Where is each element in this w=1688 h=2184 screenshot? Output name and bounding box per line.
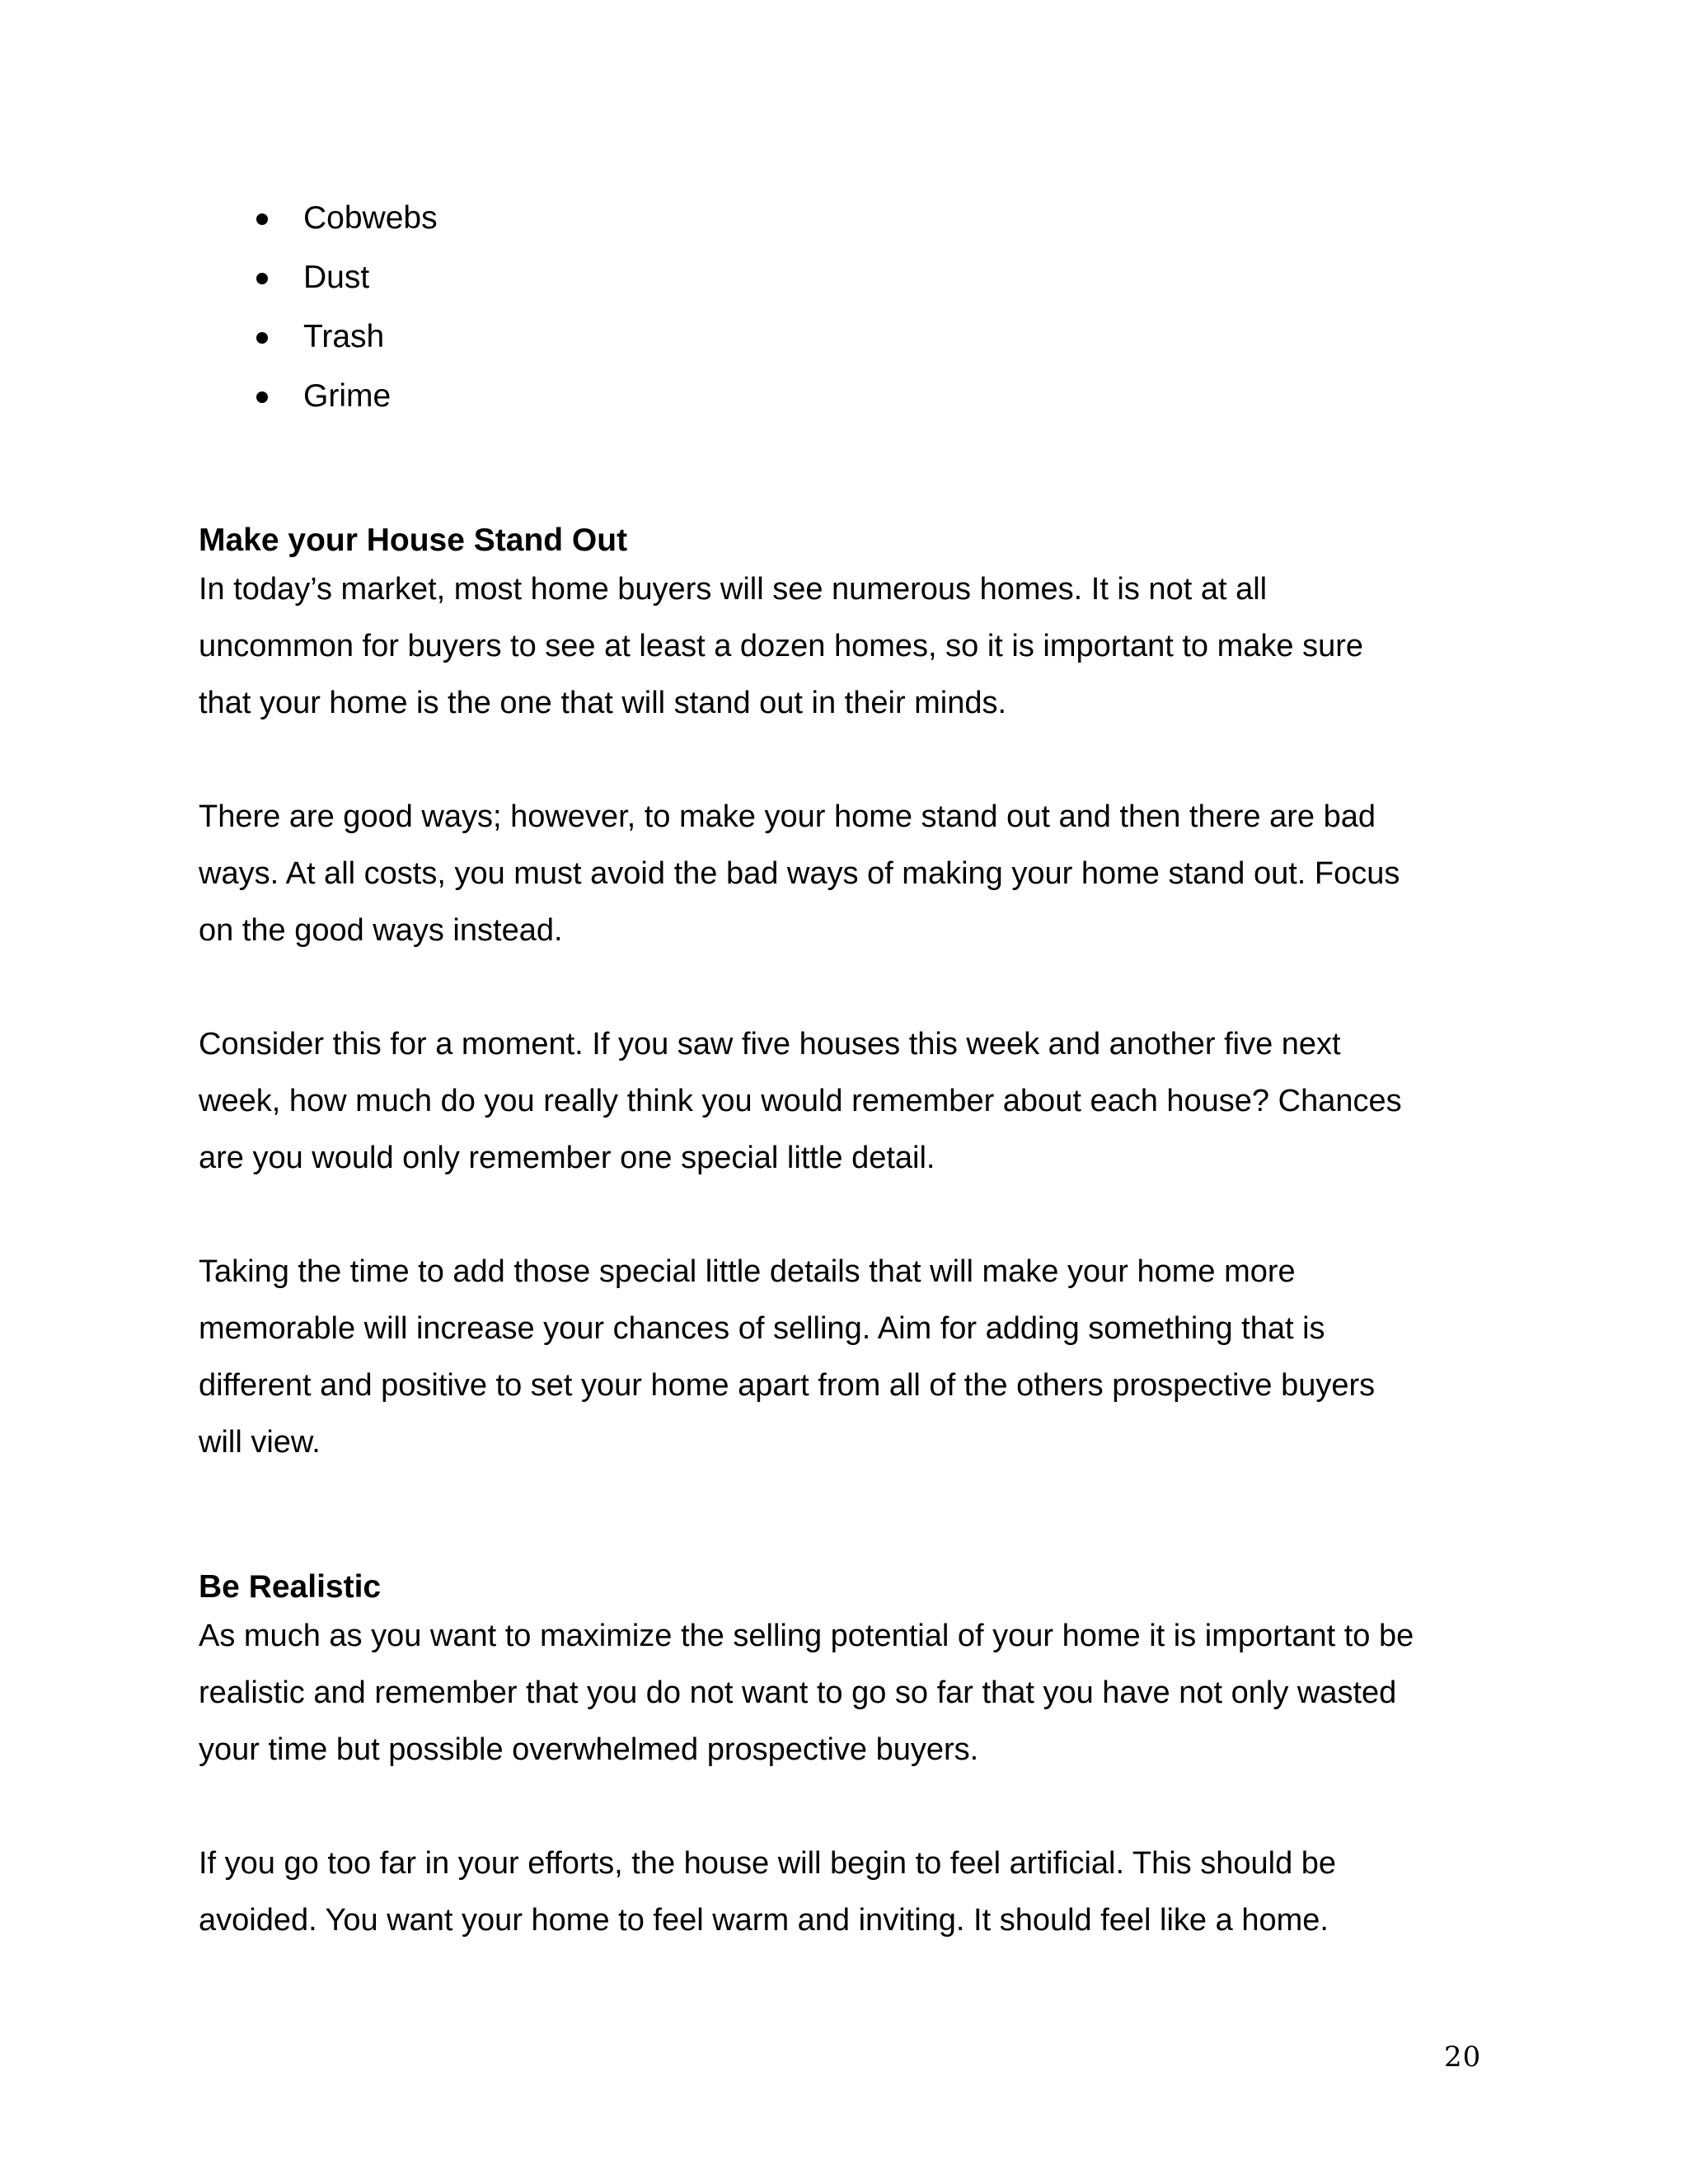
paragraph (199, 561, 1493, 732)
bullet-icon (256, 391, 268, 403)
section-heading-be-realistic: Be Realistic (199, 1569, 382, 1605)
paragraph-line: on the good ways instead. (199, 913, 563, 948)
paragraph-line: your time but possible overwhelmed prospective buyers. (199, 1732, 979, 1767)
page-number: 20 (1444, 2041, 1482, 2074)
paragraph (199, 1835, 1493, 1949)
paragraph-line: realistic and remember that you do not want to go so far that you have not only wasted (199, 1675, 1397, 1710)
list-item-text: Grime (303, 378, 392, 414)
paragraph-line: week, how much do you really think you would remember about each house? Chances (199, 1084, 1402, 1118)
paragraph (199, 1608, 1493, 1779)
paragraph-line: avoided. You want your home to feel warm and inviting. It should feel like a home. (199, 1903, 1329, 1938)
list-item-text: Trash (303, 319, 385, 354)
paragraph-line: will view. (199, 1425, 321, 1460)
section-heading-make-your-house-stand-out: Make your House Stand Out (199, 523, 628, 558)
bullet-icon (256, 273, 268, 284)
bullet-icon (256, 332, 268, 344)
paragraph-line: uncommon for buyers to see at least a dozen homes, so it is important to make sure (199, 629, 1364, 663)
paragraph-line: In today’s market, most home buyers will see numerous homes. It is not at all (199, 572, 1268, 607)
bullet-icon (256, 213, 268, 225)
paragraph-line: ways. At all costs, you must avoid the bad ways of making your home stand out. Focus (199, 856, 1400, 891)
paragraph-line: that your home is the one that will stand out in their minds. (199, 686, 1007, 720)
paragraph-line: If you go too far in your efforts, the house will begin to feel artificial. This should be (199, 1846, 1337, 1881)
list-item-text: Cobwebs (303, 200, 438, 236)
paragraph-line: different and positive to set your home apart from all of the others prospective buyers (199, 1368, 1376, 1403)
paragraph-line: Consider this for a moment. If you saw five houses this week and another five next (199, 1027, 1341, 1062)
paragraph-line: There are good ways; however, to make your home stand out and then there are bad (199, 799, 1376, 834)
paragraph (199, 789, 1493, 959)
paragraph-line: memorable will increase your chances of selling. Aim for adding something that is (199, 1311, 1325, 1346)
paragraph (199, 1016, 1493, 1187)
paragraph (199, 1244, 1493, 1471)
paragraph-line: Taking the time to add those special little details that will make your home more (199, 1254, 1296, 1289)
paragraph-line: As much as you want to maximize the selling potential of your home it is important to be (199, 1619, 1414, 1653)
list-item-text: Dust (303, 260, 370, 295)
paragraph-line: are you would only remember one special little detail. (199, 1141, 935, 1175)
